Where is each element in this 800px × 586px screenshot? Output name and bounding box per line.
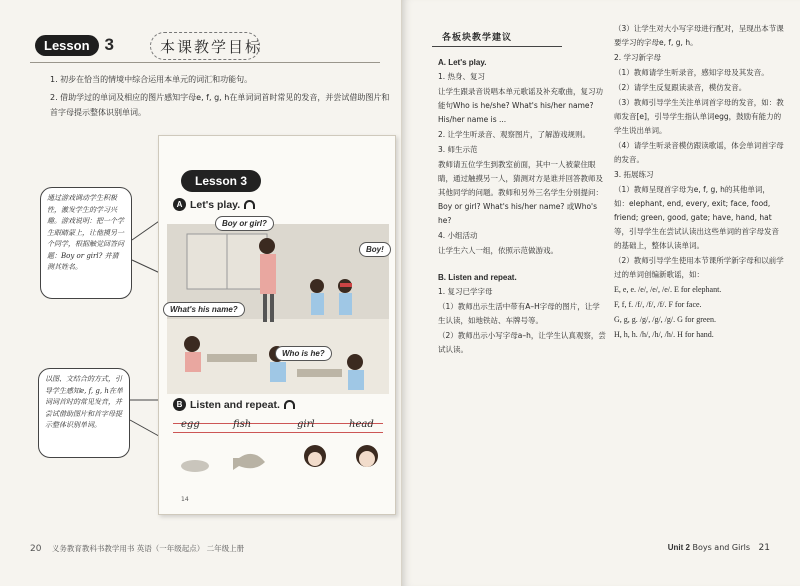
paragraph: （3）教师引导学生关注单词首字母的发音，如：教师发音[e]，引导学生指认单词egg，鼓励有能力的学生说出单词。 bbox=[614, 98, 784, 135]
left-footer-text: 义务教育教科书教学用书 英语（一年级起点） 二年级上册 bbox=[51, 544, 245, 553]
left-page-number: 20 bbox=[30, 544, 42, 554]
paragraph: （1）教师呈现首字母为e, f, g, h的其他单词，如：elephant, end, every, exit; face, food, friend; green, good, gate; have, hand, hat等，引导学生在尝试认读出这些单词的首字母发音的基础上，整体认读单词。 bbox=[614, 185, 779, 250]
speech-bubble-who-is-he: Who is he? bbox=[275, 346, 332, 361]
section-a-letter: A bbox=[173, 198, 186, 211]
spacer bbox=[438, 259, 606, 269]
footer-unit: Unit 2 bbox=[667, 543, 690, 552]
paragraph: 2. 让学生听录音、观察图片，了解游戏规则。 bbox=[438, 130, 591, 139]
textbook-page-thumbnail bbox=[158, 135, 396, 515]
paragraph: （4）请学生听录音模仿跟读歌谣，体会单词首字母的发音。 bbox=[614, 141, 784, 164]
goals-title-text: 本课教学目标 bbox=[160, 38, 263, 56]
vocab-word: girl bbox=[297, 419, 315, 430]
section-heading: 各板块教学建议 bbox=[442, 33, 513, 43]
paragraph: 3. 师生示范 bbox=[438, 145, 478, 154]
teaching-note-phonics: 以图、文结合的方式，引导学生感知e, f, g, h在单词词首时的常见发音，并尝试借助图片和首字母提示整体识别单词。 bbox=[38, 368, 130, 458]
section-b-letter: B bbox=[173, 398, 186, 411]
paragraph: 2. 学习新字母 bbox=[614, 53, 662, 62]
objective-2: 2. 借助学过的单词及相应的图片感知字母e, f, g, h在单词词首时常见的发音，并尝试借助图片和首字母提示整体识别单词。 bbox=[50, 93, 390, 117]
paragraph: 4. 小组活动 bbox=[438, 231, 478, 240]
classroom-illustration bbox=[167, 204, 389, 394]
chant-line: E, e, e. /e/, /e/, /e/. E for elephant. bbox=[614, 285, 722, 294]
vocab-word: head bbox=[349, 419, 374, 430]
chant-line: H, h, h. /h/, /h/, /h/. H for hand. bbox=[614, 330, 714, 339]
vocab-word: fish bbox=[233, 419, 252, 430]
fish-picture bbox=[233, 454, 265, 470]
section-b-heading bbox=[173, 398, 295, 411]
handwriting-line bbox=[173, 432, 383, 433]
heading-underline bbox=[432, 46, 562, 47]
column-right bbox=[614, 22, 784, 343]
vocab-word-row bbox=[173, 419, 383, 435]
textbook-lesson-label: Lesson 3 bbox=[181, 170, 261, 192]
vocab-pictures bbox=[177, 440, 387, 480]
paragraph: 教师请五位学生到教室前面，其中一人被蒙住眼睛，通过触摸另一人，猜测对方是谁并回答教师及其他同学的问题。教师和另外三名学生分别提问：Boy or girl? What's his/her name? 或Who's he? bbox=[438, 160, 603, 225]
teaching-note-game: 通过游戏调动学生积极性，激发学生的学习兴趣。游戏说明：把一个学生眼睛蒙上，让他摸另一个同学，根据触觉回答问题：Boy or girl? 并猜测其姓名。 bbox=[40, 187, 132, 299]
right-page-number: 21 bbox=[758, 543, 770, 553]
subsection-heading: A. Let's play. bbox=[438, 58, 487, 67]
column-left bbox=[438, 54, 606, 358]
paragraph: 让学生跟录音说唱本单元歌谣及补充歌曲，复习功能句Who is he/she? What's his/her name? His/her name is ... bbox=[438, 87, 603, 124]
left-footer bbox=[30, 543, 244, 554]
paragraph: 3. 拓展练习 bbox=[614, 170, 654, 179]
paragraph: 1. 复习已学字母 bbox=[438, 287, 493, 296]
right-page bbox=[402, 0, 800, 586]
vocab-word: egg bbox=[181, 419, 200, 430]
paragraph: （3）让学生对大小写字母进行配对，呈现出本节课要学习的字母e, f, g, h。 bbox=[614, 24, 784, 47]
egg-picture bbox=[181, 460, 209, 472]
speech-bubble-whats-his-name: What's his name? bbox=[163, 302, 245, 317]
paragraph: （2）教师引导学生使用本节课所学新字母和以前学过的单词创编新歌谣，如： bbox=[614, 256, 784, 279]
paragraph: 1. 热身、复习 bbox=[438, 72, 486, 81]
chant-line: G, g, g. /g/, /g/, /g/. G for green. bbox=[614, 315, 716, 324]
objective-1: 1. 初步在恰当的情境中综合运用本单元的词汇和功能句。 bbox=[50, 75, 253, 84]
paragraph: 让学生六人一组，依照示范做游戏。 bbox=[438, 246, 558, 255]
paragraph: （1）教师出示生活中带有A–H字母的图片，让学生认读，如地铁站、车牌号等。 bbox=[438, 302, 600, 325]
right-footer bbox=[668, 543, 770, 553]
footer-title: Boys and Girls bbox=[692, 543, 750, 552]
headphone-icon bbox=[284, 400, 295, 409]
section-a-title: Let's play. bbox=[190, 198, 241, 211]
subsection-heading: B. Listen and repeat. bbox=[438, 273, 517, 282]
paragraph: （2）请学生反复跟读录音，模仿发音。 bbox=[614, 83, 747, 92]
speech-bubble-boy-or-girl: Boy or girl? bbox=[215, 216, 274, 231]
lesson-pill: Lesson bbox=[35, 35, 99, 56]
chant-line: F, f, f. /f/, /f/, /f/. F for face. bbox=[614, 300, 702, 309]
paragraph: （2）教师出示小写字母a–h，让学生认真观察，尝试认读。 bbox=[438, 331, 606, 354]
lesson-number: 3 bbox=[104, 35, 114, 54]
speech-bubble-boy: Boy! bbox=[359, 242, 391, 257]
section-b-title: Listen and repeat. bbox=[190, 398, 280, 411]
textbook-page-number: 14 bbox=[181, 496, 189, 503]
paragraph: （1）教师请学生听录音，感知字母及其发音。 bbox=[614, 68, 769, 77]
